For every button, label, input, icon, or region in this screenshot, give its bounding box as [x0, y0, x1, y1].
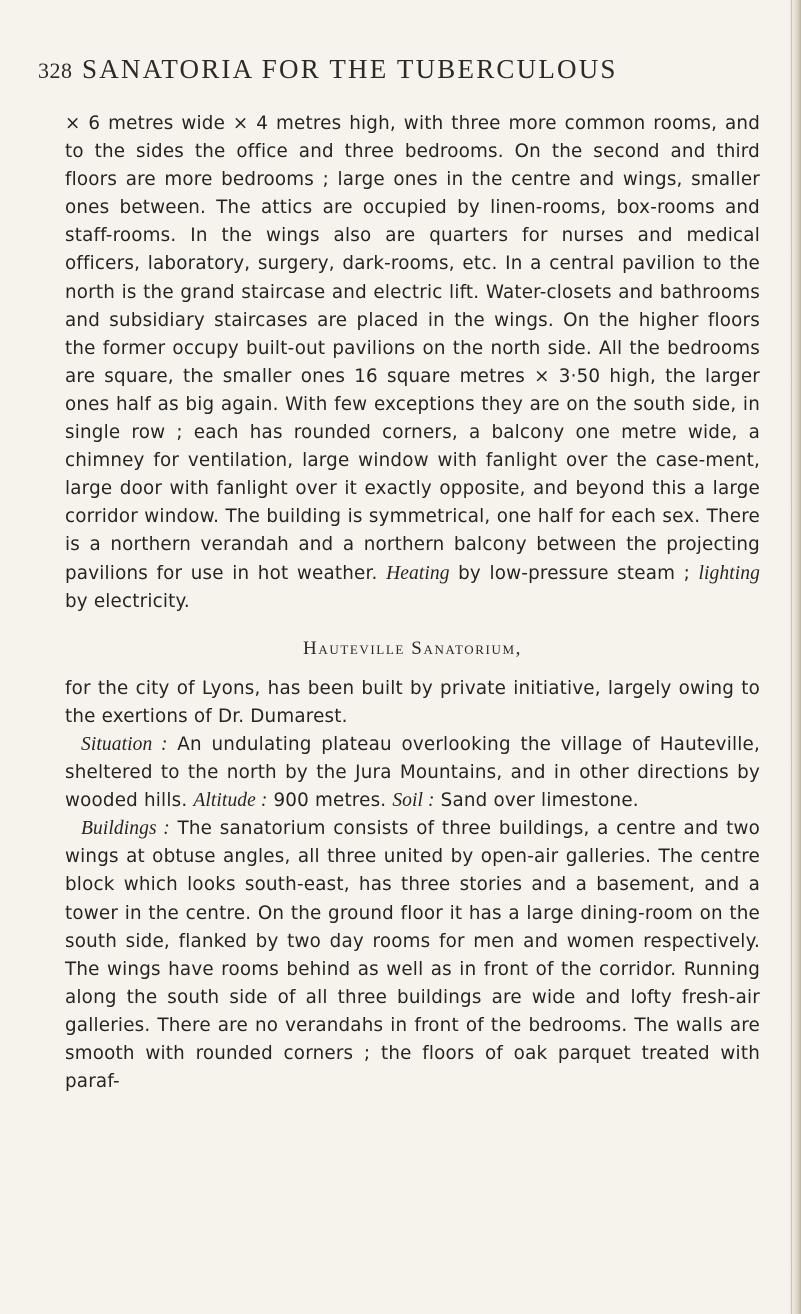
- paragraph-introduction: [65, 675, 760, 731]
- running-title: SANATORIA FOR THE TUBERCULOUS: [82, 54, 618, 84]
- paragraph-text: × 6 metres wide × 4 metres high, with three more common rooms, and to the sides the office and three bedrooms. On the second and third floors are more bedrooms ; large ones in the centre and wings, smaller ones between. The attics are occupied by linen-rooms, box-rooms and staff-rooms. In the wings also are quarters for nurses and medical officers, laboratory, surgery, dark-rooms, etc. In a central pavilion to the north is the grand staircase and electric lift. Water-closets and bathrooms and subsidiary staircases are placed in the wings. On the higher floors the former occupy built-out pavilions on the north side. All the bedrooms are square, the smaller ones 16 square metres × 3·50 high, the larger ones half as big again. With few exceptions they are on the south side, in single row ; each has rounded corners, a balcony one metre wide, a chimney for ventilation, large window with fanlight over the case-ment, large door with fanlight over it exactly opposite, and beyond this a large corridor window. The building is symmetrical, one half for each sex. There is a northern verandah and a northern balcony between the projecting pavilions for use in hot weather.: [65, 113, 760, 584]
- italic-label-altitude: Altitude :: [193, 790, 268, 812]
- paragraph-text: by low-pressure steam ;: [449, 562, 699, 584]
- italic-label-situation: Situation :: [81, 733, 168, 755]
- section-heading: Hauteville Sanatorium,: [303, 637, 522, 659]
- italic-label-soil: Soil :: [392, 790, 435, 812]
- italic-label-heating: Heating: [386, 562, 450, 584]
- paragraph-buildings: [65, 815, 760, 1096]
- paragraph-floor-plan: [65, 110, 760, 616]
- paragraph-text: by electricity.: [65, 590, 190, 612]
- paragraph-text: Sand over limestone.: [434, 790, 639, 812]
- italic-label-buildings: Buildings :: [81, 818, 170, 840]
- italic-label-lighting: lighting: [698, 562, 760, 584]
- page-gutter-line: [791, 0, 792, 1314]
- paragraph-situation: [65, 731, 760, 815]
- paragraph-text: 900 metres.: [267, 790, 393, 812]
- paragraph-text: An undulating plateau overlooking the village of Hauteville, sheltered to the north by the Jura Mountains, and in other directions by wooded hills.: [65, 733, 761, 812]
- paragraph-text: The sanatorium consists of three buildings, a centre and two wings at obtuse angles, all three united by open-air galleries. The centre block which looks south-east, has three stories and a basement, and a tower in the centre. On the ground floor it has a large dining-room on the south side, flanked by two day rooms for men and women respectively. The wings have rooms behind as well as in front of the corridor. Running along the south side of all three buildings are wide and lofty fresh-air galleries. There are no verandahs in front of the bedrooms. The walls are smooth with rounded corners ; the floors of oak parquet treated with paraf-: [65, 818, 760, 1093]
- body-text: [65, 110, 760, 1096]
- page-number: 328: [38, 58, 73, 83]
- paragraph-text: for the city of Lyons, has been built by private initiative, largely owing to the exertions of Dr. Dumarest.: [65, 677, 760, 727]
